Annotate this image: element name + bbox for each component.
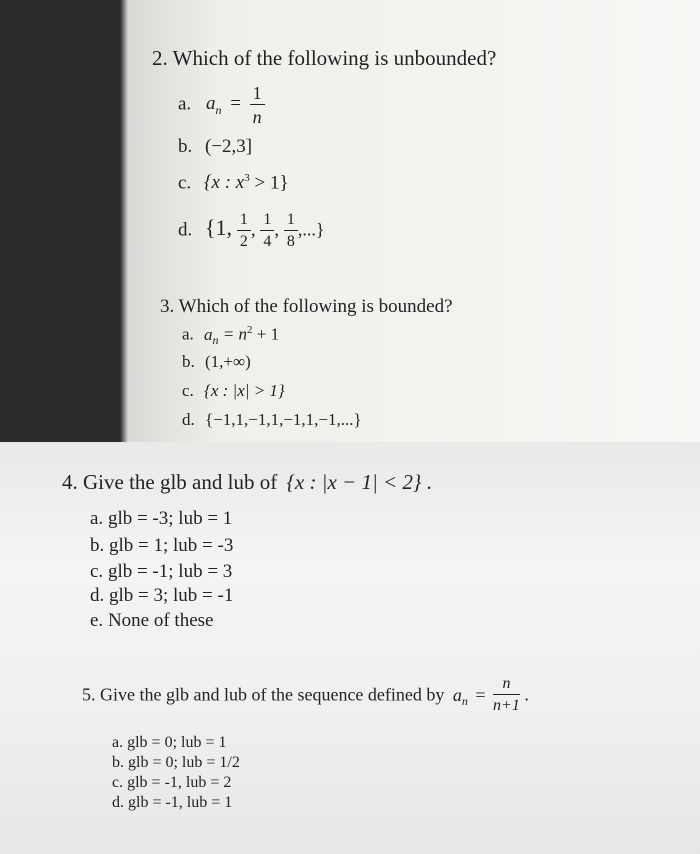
- q4-option: c. glb = -1; lub = 3: [90, 561, 233, 582]
- option-label: a.: [178, 93, 192, 115]
- question-2-text: 2. Which of the following is unbounded?: [152, 46, 497, 70]
- set-expression: {x : |x − 1| < 2}: [286, 470, 422, 494]
- q5-option: c. glb = -1, lub = 2: [112, 774, 232, 791]
- q3-option-b: b. (1,+∞): [182, 352, 251, 371]
- question-4-text: 4. Give the glb and lub of {x : |x − 1| < 2} .: [62, 470, 432, 494]
- q2-option-b: b. (−2,3]: [178, 136, 253, 157]
- q2-option-d: d. {1, $\frac{1}{2}$ , $\frac{1}{4}$ , $\frac{1}{8}$ ,...}: [178, 211, 325, 250]
- fraction: $\frac{n}{n+1}$: [493, 675, 520, 714]
- q5-option: d. glb = -1, lub = 1: [112, 794, 233, 811]
- fraction: $\frac{1}{n}$: [250, 84, 265, 126]
- q2-option-c: c. {x : $x^3 > 1$}: [178, 172, 289, 194]
- q3-option-c: c. {x : |x| > 1}: [182, 381, 285, 400]
- q5-option: b. glb = 0; lub = 1/2: [112, 754, 240, 771]
- q3-option-d: d. {−1,1,−1,1,−1,1,−1,...}: [182, 410, 362, 429]
- q4-option: b. glb = 1; lub = -3: [90, 535, 234, 556]
- q5-option: a. glb = 0; lub = 1: [112, 734, 227, 751]
- lower-photo-region: [0, 442, 700, 854]
- q4-option: d. glb = 3; lub = -1: [90, 585, 234, 606]
- q4-option: a. glb = -3; lub = 1: [90, 508, 233, 529]
- question-3-text: 3. Which of the following is bounded?: [160, 296, 453, 317]
- question-5-text: 5. Give the glb and lub of the sequence defined by $a_n$ = $\frac{n}{n+1}$ .: [82, 675, 529, 714]
- fraction: $\frac{1}{8}$: [284, 212, 298, 250]
- q3-option-a: a. $a_n = n^2 + 1$: [182, 324, 280, 348]
- fraction: $\frac{1}{4}$: [260, 212, 274, 250]
- q2-option-a: a. $a_n$ = $\frac{1}{n}$: [178, 84, 265, 126]
- q4-option: e. None of these: [90, 610, 214, 631]
- fraction: $\frac{1}{2}$: [237, 212, 251, 250]
